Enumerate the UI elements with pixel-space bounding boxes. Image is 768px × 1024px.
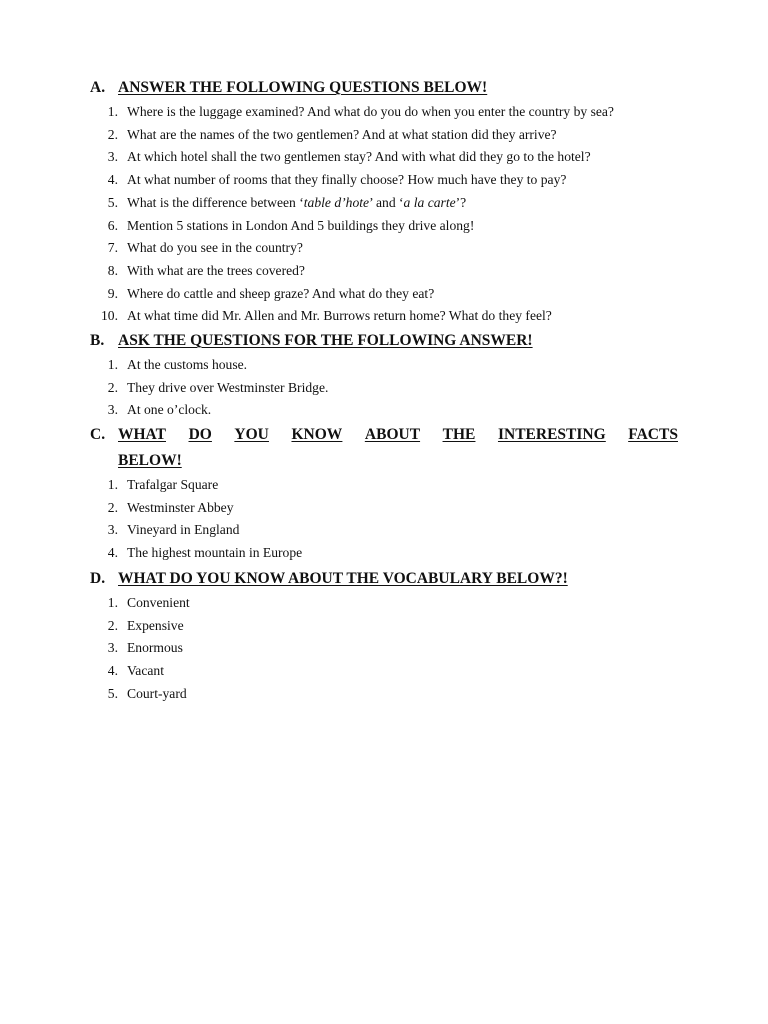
section-letter: C. bbox=[90, 426, 106, 443]
list-item bbox=[90, 192, 678, 215]
item-number: 3. bbox=[107, 149, 118, 165]
section-letter: A. bbox=[90, 79, 106, 96]
item-text bbox=[127, 192, 466, 215]
item-text: Where is the luggage examined? And what do you do when you enter the country by sea? bbox=[127, 104, 614, 119]
question-list bbox=[90, 101, 678, 328]
section-c bbox=[90, 422, 678, 565]
list-item bbox=[90, 683, 678, 706]
list-item bbox=[90, 260, 678, 283]
list-item bbox=[90, 146, 678, 169]
section-title-line-1 bbox=[118, 422, 678, 448]
list-item bbox=[90, 215, 678, 238]
list-item bbox=[90, 497, 678, 520]
title-word: FACTS bbox=[628, 426, 678, 443]
list-item bbox=[90, 637, 678, 660]
item-text: They drive over Westminster Bridge. bbox=[127, 379, 329, 395]
item-text: Where do cattle and sheep graze? And what do they eat? bbox=[127, 285, 435, 301]
item-text: Trafalgar Square bbox=[127, 477, 219, 492]
italic-term: a la carte bbox=[403, 194, 456, 210]
list-item bbox=[90, 124, 678, 147]
list-item bbox=[90, 169, 678, 192]
item-number: 1. bbox=[107, 357, 118, 372]
item-number: 7. bbox=[107, 240, 118, 256]
item-text: The highest mountain in Europe bbox=[127, 545, 303, 561]
facts-list bbox=[90, 474, 678, 565]
item-text: Court-yard bbox=[127, 685, 187, 701]
section-c-heading bbox=[90, 422, 678, 474]
item-text-part: ’? bbox=[455, 194, 467, 210]
list-item bbox=[90, 283, 678, 306]
item-number: 2. bbox=[107, 126, 118, 142]
item-text: Vacant bbox=[127, 663, 164, 679]
item-number: 2. bbox=[107, 379, 118, 395]
section-a bbox=[90, 75, 678, 328]
italic-term: table d’hote bbox=[303, 194, 370, 210]
item-text: At the customs house. bbox=[127, 357, 248, 372]
item-number: 4. bbox=[107, 545, 118, 561]
item-text: At which hotel shall the two gentlemen stay? And with what did they go to the hotel? bbox=[127, 149, 591, 165]
title-word: YOU bbox=[234, 426, 269, 443]
section-title-line-2: BELOW! bbox=[118, 452, 182, 469]
item-text: Westminster Abbey bbox=[127, 499, 234, 515]
item-number: 8. bbox=[107, 262, 118, 278]
section-a-heading bbox=[90, 75, 678, 101]
item-number: 2. bbox=[107, 617, 118, 633]
list-item bbox=[90, 399, 678, 422]
list-item bbox=[90, 237, 678, 260]
title-word: INTERESTING bbox=[497, 426, 606, 443]
item-text: At one o’clock. bbox=[127, 402, 212, 418]
list-item bbox=[90, 101, 678, 124]
list-item bbox=[90, 474, 678, 497]
item-text: Convenient bbox=[127, 595, 190, 610]
item-number: 6. bbox=[107, 217, 118, 233]
item-number: 3. bbox=[107, 402, 118, 418]
list-item bbox=[90, 305, 678, 328]
item-text: What do you see in the country? bbox=[127, 240, 303, 256]
title-word: KNOW bbox=[291, 426, 343, 443]
item-number: 3. bbox=[107, 640, 118, 656]
section-title: ANSWER THE FOLLOWING QUESTIONS BELOW! bbox=[118, 79, 488, 96]
list-item bbox=[90, 615, 678, 638]
title-word: WHAT bbox=[118, 426, 166, 443]
item-text-part: What is the difference between ‘ bbox=[127, 194, 304, 210]
title-word: ABOUT bbox=[364, 426, 421, 443]
list-item bbox=[90, 377, 678, 400]
item-number: 1. bbox=[107, 104, 118, 119]
item-text: At what time did Mr. Allen and Mr. Burrows return home? What do they feel? bbox=[127, 308, 552, 324]
item-number: 1. bbox=[107, 477, 118, 492]
list-item bbox=[90, 660, 678, 683]
list-item bbox=[90, 519, 678, 542]
section-title: ASK THE QUESTIONS FOR THE FOLLOWING ANSWER! bbox=[118, 332, 533, 349]
section-letter: B. bbox=[90, 332, 105, 349]
section-b bbox=[90, 328, 678, 422]
section-d-heading bbox=[90, 566, 678, 592]
item-text: Vineyard in England bbox=[127, 522, 240, 538]
item-number: 10. bbox=[101, 308, 118, 324]
item-number: 5. bbox=[107, 685, 118, 701]
title-word: THE bbox=[442, 426, 476, 443]
section-letter: D. bbox=[90, 570, 106, 587]
item-text-part: ’ and ‘ bbox=[369, 194, 404, 210]
item-number: 3. bbox=[107, 522, 118, 538]
section-d bbox=[90, 566, 678, 706]
item-number: 4. bbox=[107, 663, 118, 679]
item-number: 2. bbox=[107, 499, 118, 515]
item-text: At what number of rooms that they finally choose? How much have they to pay? bbox=[127, 172, 567, 188]
item-text: With what are the trees covered? bbox=[127, 262, 305, 278]
item-text: Expensive bbox=[127, 617, 184, 633]
section-title bbox=[118, 422, 678, 474]
vocabulary-list bbox=[90, 592, 678, 706]
item-text: Enormous bbox=[127, 640, 183, 656]
item-text: What are the names of the two gentlemen? And at what station did they arrive? bbox=[127, 126, 557, 142]
section-b-heading bbox=[90, 328, 678, 354]
section-title: WHAT DO YOU KNOW ABOUT THE VOCABULARY BELOW?! bbox=[118, 570, 568, 587]
title-word: DO bbox=[188, 426, 212, 443]
item-number: 1. bbox=[107, 595, 118, 610]
item-number: 5. bbox=[107, 194, 118, 210]
item-number: 4. bbox=[107, 172, 118, 188]
item-text: Mention 5 stations in London And 5 buildings they drive along! bbox=[127, 217, 475, 233]
list-item bbox=[90, 592, 678, 615]
item-number: 9. bbox=[107, 285, 118, 301]
list-item bbox=[90, 354, 678, 377]
answer-list bbox=[90, 354, 678, 422]
list-item bbox=[90, 542, 678, 565]
